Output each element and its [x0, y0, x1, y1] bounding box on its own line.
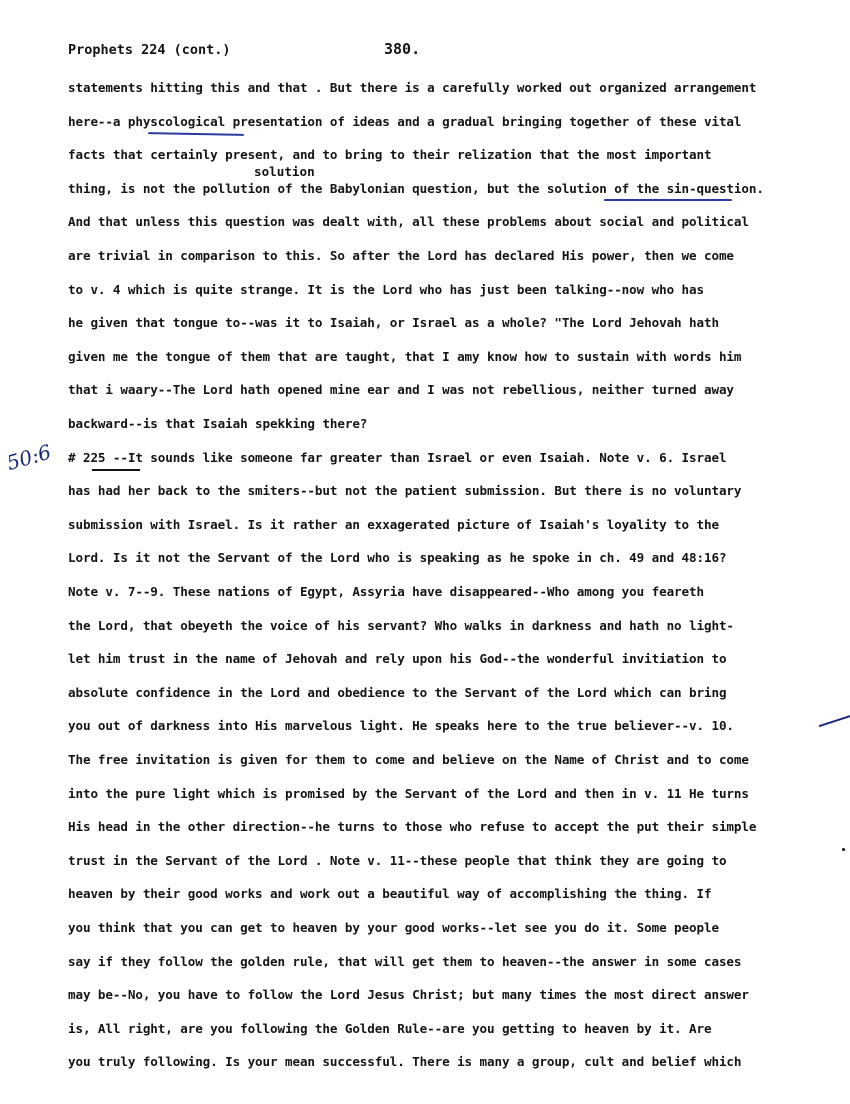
margin-reference-note: 50:6: [4, 439, 54, 476]
text-line: # 225 --It sounds like someone far greater than Israel or even Isaiah. Note v. 6. Israel: [68, 449, 727, 465]
text-line: trust in the Servant of the Lord . Note v. 11--these people that think they are going to: [68, 852, 727, 868]
text-line: submission with Israel. Is it rather an exxagerated picture of Isaiah's loyality to the: [68, 516, 719, 532]
text-line: thing, is not the pollution of the Babylonian question, but the solution of the sin-question.: [68, 180, 764, 196]
ink-dot: [842, 848, 845, 851]
text-line: the Lord, that obeyeth the voice of his servant? Who walks in darkness and hath no light-: [68, 617, 734, 633]
text-line: is, All right, are you following the Golden Rule--are you getting to heaven by it. Are: [68, 1020, 712, 1036]
text-line: backward--is that Isaiah spekking there?: [68, 416, 368, 431]
section-number-underline: [92, 469, 140, 471]
text-line: you out of darkness into His marvelous light. He speaks here to the true believer--v. 10.: [68, 718, 734, 734]
text-line: into the pure light which is promised by the Servant of the Lord and then in v. 11 He turns: [68, 785, 749, 801]
text-line: given me the tongue of them that are taught, that I amy know how to sustain with words him: [68, 348, 742, 364]
text-line: here--a physcological presentation of ideas and a gradual bringing together of these vital: [68, 113, 742, 129]
text-line: are trivial in comparison to this. So after the Lord has declared His power, then we come: [68, 248, 734, 263]
text-line: heaven by their good works and work out a beautiful way of accomplishing the thing. If: [68, 886, 712, 902]
underline-mark: [604, 199, 732, 201]
text-line: facts that certainly present, and to bring to their relization that the most important: [68, 147, 712, 163]
text-line: let him trust in the name of Jehovah and rely upon his God--the wonderful invitiation to: [68, 651, 727, 667]
text-line: you think that you can get to heaven by your good works--let see you do it. Some people: [68, 920, 719, 935]
text-line: he given that tongue to--was it to Isaiah, or Israel as a whole? "The Lord Jehovah hath: [68, 315, 719, 331]
underline-mark: [148, 132, 244, 136]
page-header-title: Prophets 224 (cont.): [68, 42, 231, 58]
text-line: you truly following. Is your mean successful. There is many a group, cult and belief which: [68, 1054, 742, 1070]
margin-pen-stroke: [819, 715, 850, 727]
text-line: Lord. Is it not the Servant of the Lord who is speaking as he spoke in ch. 49 and 48:16?: [68, 550, 727, 566]
text-line: that i waary--The Lord hath opened mine ear and I was not rebellious, neither turned away: [68, 382, 734, 398]
text-line: The free invitation is given for them to come and believe on the Name of Christ and to come: [68, 752, 749, 767]
page-number: 380.: [384, 40, 421, 58]
text-line: And that unless this question was dealt with, all these problems about social and political: [68, 214, 749, 230]
text-line: His head in the other direction--he turns to those who refuse to accept the put their simple: [68, 819, 757, 835]
text-line: statements hitting this and that . But there is a carefully worked out organized arrangement: [68, 80, 757, 95]
text-line: Note v. 7--9. These nations of Egypt, Assyria have disappeared--Who among you feareth: [68, 584, 704, 599]
text-line: say if they follow the golden rule, that will get them to heaven--the answer in some cases: [68, 953, 742, 969]
text-line: may be--No, you have to follow the Lord Jesus Christ; but many times the most direct answer: [68, 987, 749, 1003]
text-line: has had her back to the smiters--but not the patient submission. But there is no voluntary: [68, 483, 742, 499]
text-line: absolute confidence in the Lord and obedience to the Servant of the Lord which can bring: [68, 684, 727, 700]
handwritten-insertion: solution: [254, 164, 315, 179]
text-line: to v. 4 which is quite strange. It is the Lord who has just been talking--now who has: [68, 281, 704, 297]
